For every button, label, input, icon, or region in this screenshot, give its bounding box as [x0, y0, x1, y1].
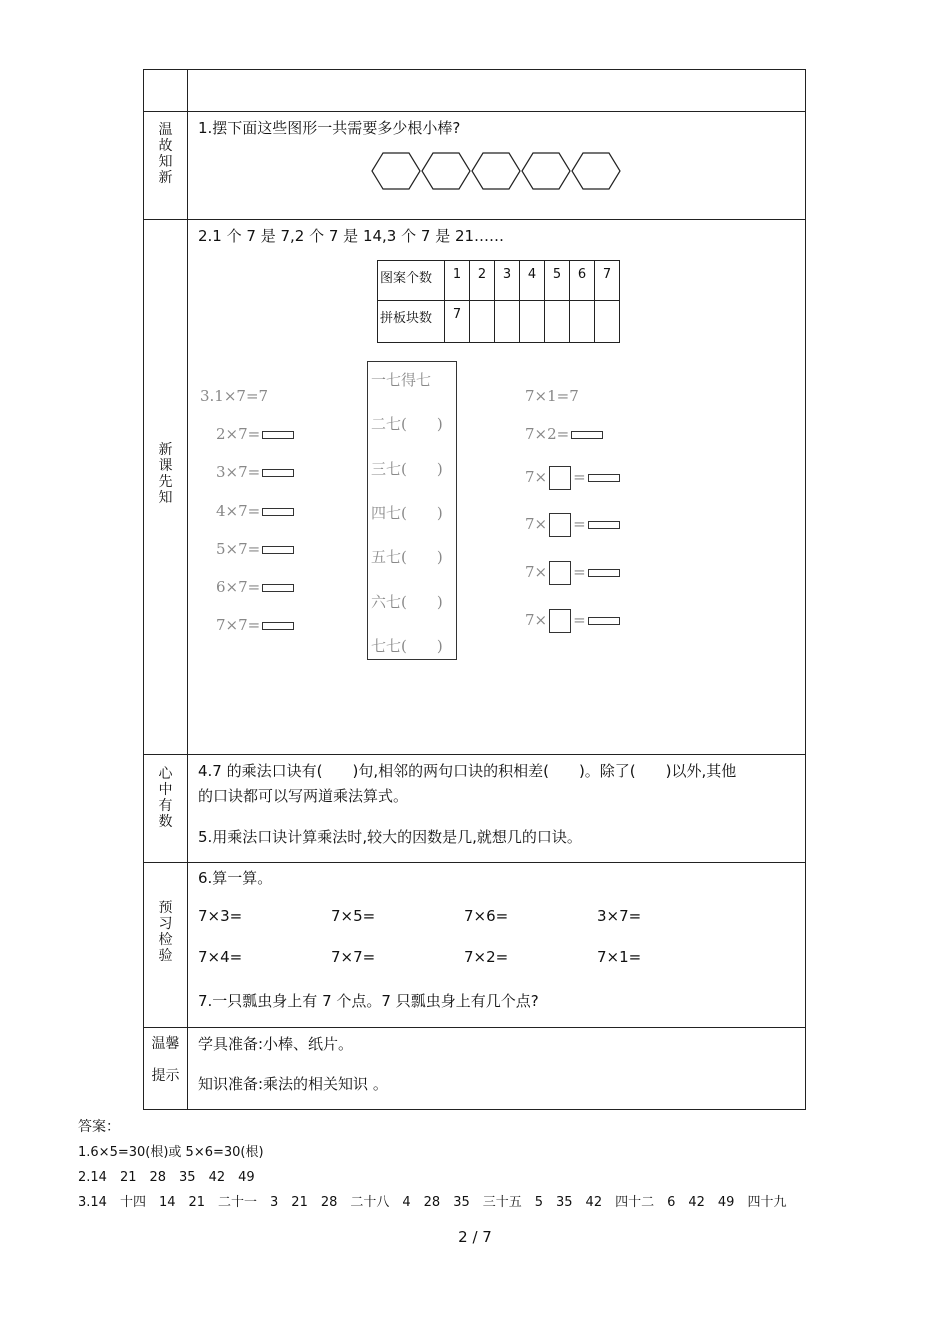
rhyme-line[interactable]: 七七( ) — [371, 637, 443, 655]
answer-1: 1.6×5=30(根)或 5×6=30(根) — [78, 1145, 264, 1160]
equation-right: 7× = — [525, 466, 620, 490]
row-divider — [144, 1027, 805, 1028]
answer-blank[interactable] — [588, 569, 620, 577]
row-divider — [144, 219, 805, 220]
tile-count-cell[interactable] — [595, 301, 620, 343]
rhyme-line[interactable]: 四七( ) — [371, 504, 443, 522]
section-label-mind: 心 中 有 数 — [158, 766, 173, 830]
calc-item[interactable]: 7×3= — [198, 907, 243, 925]
pattern-count-cell: 1 — [445, 261, 470, 301]
rhyme-line[interactable]: 二七( ) — [371, 415, 443, 433]
tip-knowledge: 知识准备:乘法的相关知识 。 — [198, 1075, 388, 1093]
tile-count-header: 拼板块数 — [378, 301, 445, 343]
equation-right: 7×1=7 — [525, 387, 579, 405]
pattern-table — [377, 260, 620, 343]
answer-blank[interactable] — [262, 469, 294, 477]
calc-item[interactable]: 7×2= — [464, 948, 509, 966]
equation-right: 7× = — [525, 561, 620, 585]
section-label-review: 温 故 知 新 — [158, 122, 173, 186]
equation-right: 7× = — [525, 513, 620, 537]
question-7: 7.一只瓢虫身上有 7 个点。7 只瓢虫身上有几个点? — [198, 992, 539, 1010]
pattern-count-cell: 5 — [545, 261, 570, 301]
equation-right: 7×2= — [525, 425, 603, 443]
worksheet-table — [143, 69, 806, 1110]
row-divider — [144, 111, 805, 112]
calc-item[interactable]: 7×4= — [198, 948, 243, 966]
question-4-line-2: 的口诀都可以写两道乘法算式。 — [198, 787, 409, 805]
column-divider — [187, 70, 188, 1109]
equation-left: 7×7= — [216, 616, 294, 634]
calc-item[interactable]: 7×5= — [331, 907, 376, 925]
answer-blank[interactable] — [262, 546, 294, 554]
question-6: 6.算一算。 — [198, 869, 273, 887]
rhyme-line[interactable]: 五七( ) — [371, 548, 443, 566]
row-divider — [144, 862, 805, 863]
section-label-new: 新 课 先 知 — [158, 442, 173, 506]
answer-blank[interactable] — [571, 431, 603, 439]
factor-box[interactable] — [549, 609, 571, 633]
answer-blank[interactable] — [588, 617, 620, 625]
pattern-count-cell: 3 — [495, 261, 520, 301]
section-label-tips: 温馨 提示 — [151, 1036, 180, 1084]
equation-left: 4×7= — [216, 502, 294, 520]
calc-item[interactable]: 7×6= — [464, 907, 509, 925]
answers-title: 答案： — [78, 1119, 120, 1135]
answer-blank[interactable] — [262, 431, 294, 439]
equation-left: 3.1×7=7 — [200, 387, 269, 405]
answer-blank[interactable] — [588, 474, 620, 482]
tile-count-cell[interactable] — [545, 301, 570, 343]
answer-blank[interactable] — [262, 622, 294, 630]
factor-box[interactable] — [549, 466, 571, 490]
equation-left: 3×7= — [216, 463, 294, 481]
answer-3: 3.14 十四 14 21 二十一 3 21 28 二十八 4 28 35 三十五 5 35 42 四十二 6 42 49 四十九 — [78, 1195, 787, 1210]
tip-tools: 学具准备:小棒、纸片。 — [198, 1035, 354, 1053]
section-label-check: 预 习 检 验 — [158, 900, 173, 964]
pattern-count-cell: 7 — [595, 261, 620, 301]
rhyme-line: 一七得七 — [371, 371, 432, 389]
rhyme-line[interactable]: 三七( ) — [371, 460, 443, 478]
question-2: 2.1 个 7 是 7,2 个 7 是 14,3 个 7 是 21…… — [198, 227, 505, 245]
hexagon-chain-figure — [370, 151, 626, 191]
answer-blank[interactable] — [262, 584, 294, 592]
pattern-count-cell: 4 — [520, 261, 545, 301]
equation-left: 6×7= — [216, 578, 294, 596]
factor-box[interactable] — [549, 561, 571, 585]
question-1: 1.摆下面这些图形一共需要多少根小棒? — [198, 119, 461, 137]
tile-count-cell[interactable] — [470, 301, 495, 343]
answer-blank[interactable] — [262, 508, 294, 516]
answer-blank[interactable] — [588, 521, 620, 529]
equation-left: 2×7= — [216, 425, 294, 443]
calc-item[interactable]: 7×7= — [331, 948, 376, 966]
pattern-count-cell: 6 — [570, 261, 595, 301]
answer-2: 2.14 21 28 35 42 49 — [78, 1170, 255, 1185]
calc-item[interactable]: 7×1= — [597, 948, 642, 966]
question-5: 5.用乘法口诀计算乘法时,较大的因数是几,就想几的口诀。 — [198, 828, 582, 846]
rhyme-line[interactable]: 六七( ) — [371, 593, 443, 611]
equation-left: 5×7= — [216, 540, 294, 558]
tile-count-cell[interactable] — [520, 301, 545, 343]
calc-item[interactable]: 3×7= — [597, 907, 642, 925]
tile-count-cell: 7 — [445, 301, 470, 343]
question-4-line-1: 4.7 的乘法口诀有( )句,相邻的两句口诀的积相差( )。除了( )以外,其他 — [198, 762, 737, 780]
pattern-count-header: 图案个数 — [378, 261, 445, 301]
row-divider — [144, 754, 805, 755]
tile-count-cell[interactable] — [570, 301, 595, 343]
equation-right: 7× = — [525, 609, 620, 633]
pattern-count-cell: 2 — [470, 261, 495, 301]
page-number: 2 / 7 — [458, 1228, 492, 1246]
factor-box[interactable] — [549, 513, 571, 537]
tile-count-cell[interactable] — [495, 301, 520, 343]
